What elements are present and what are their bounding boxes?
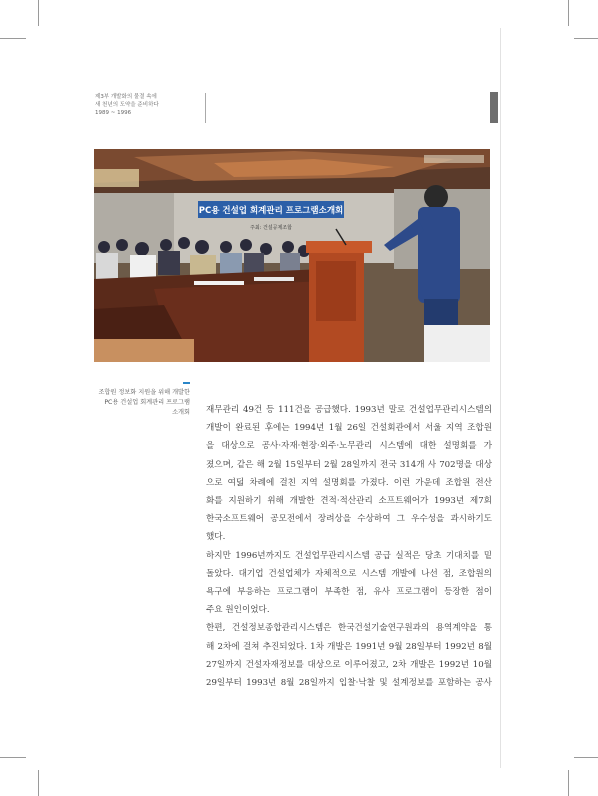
crop-mark <box>38 0 39 26</box>
text-line: 했다. <box>206 532 226 543</box>
header-line: 새 천년의 도약을 준비하다 <box>95 102 159 108</box>
section-tab <box>490 92 498 123</box>
text-line: 한편, 건설정보종합관리시스템은 한국건설기술연구원과의 용역계약을 통 <box>206 623 492 634</box>
text-line: 29일부터 1993년 8월 28일까지 입찰·낙찰 및 설계정보를 포함하는 공사 <box>206 678 492 689</box>
paragraph <box>206 547 492 620</box>
text-line: 27일까지 건설자재정보를 대상으로 이루어졌고, 2차 개발은 1992년 10월 <box>206 659 492 670</box>
caption-line: 소개회 <box>172 409 190 416</box>
header-line: 1989 ~ 1996 <box>95 110 132 116</box>
text-line: 한국소프트웨어 공모전에서 장려상을 수상하여 그 우수성을 과시하기도 <box>206 514 492 525</box>
banner-subtitle: 주최: 건설공제조합 <box>250 225 292 231</box>
crop-mark <box>568 770 569 796</box>
header-divider <box>205 93 206 123</box>
photo-illustration <box>94 149 490 362</box>
paragraph <box>206 401 492 547</box>
crop-mark <box>574 38 598 39</box>
text-line: 주요 원인이었다. <box>206 605 270 616</box>
caption-line: PC용 건설업 회계관리 프로그램 <box>104 399 190 406</box>
text-line: 하지만 1996년까지도 건설업무관리시스템 공급 실적은 당초 기대치를 밑 <box>206 550 492 561</box>
text-line: 을 대상으로 공사·자재·현장·외주·노무관리 시스템에 대한 설명회를 가 <box>206 441 492 452</box>
photo-caption <box>90 388 190 418</box>
body-text <box>206 401 492 692</box>
text-line: 돌았다. 대기업 건설업체가 자체적으로 시스템 개발에 나선 점, 조합원의 <box>206 568 492 579</box>
crop-mark <box>574 757 598 758</box>
text-line: 재무관리 49건 등 111건을 공급했다. 1993년 말로 건설업무관리시스템의 <box>206 405 492 415</box>
paragraph <box>206 619 492 692</box>
event-photo <box>94 149 490 362</box>
banner-title: PC용 건설업 회계관리 프로그램소개회 <box>198 206 344 216</box>
crop-mark <box>38 770 39 796</box>
text-line: 개발이 완료된 후에는 1994년 1월 26일 건설회관에서 서울 지역 조합원 <box>206 423 492 434</box>
text-line: 으로 여덟 차례에 걸친 지역 설명회를 가졌다. 이런 가운데 조합원 전산 <box>206 477 492 488</box>
text-line: 화를 지원하기 위해 개발한 견적·적산관리 소프트웨어가 1993년 제7회 <box>206 496 492 507</box>
crop-mark <box>0 757 26 758</box>
text-line: 욕구에 부응하는 프로그램이 부족한 점, 유사 프로그램이 등장한 점이 <box>206 587 492 598</box>
running-header <box>95 93 205 117</box>
crop-mark <box>568 0 569 26</box>
crop-mark <box>0 38 26 39</box>
caption-line: 조합원 정보화 지원을 위해 개발한 <box>98 389 190 396</box>
caption-marker <box>183 382 190 384</box>
text-line: 해 2차에 걸쳐 추진되었다. 1차 개발은 1991년 9월 28일부터 1992년 8월 <box>206 641 492 652</box>
header-line: 제3부 개발화의 물결 속에 <box>95 94 157 100</box>
text-line: 졌으며, 같은 해 2월 15일부터 2월 28일까지 전국 314개 사 702명을 대상 <box>206 459 492 470</box>
page-edge-line <box>500 28 501 768</box>
